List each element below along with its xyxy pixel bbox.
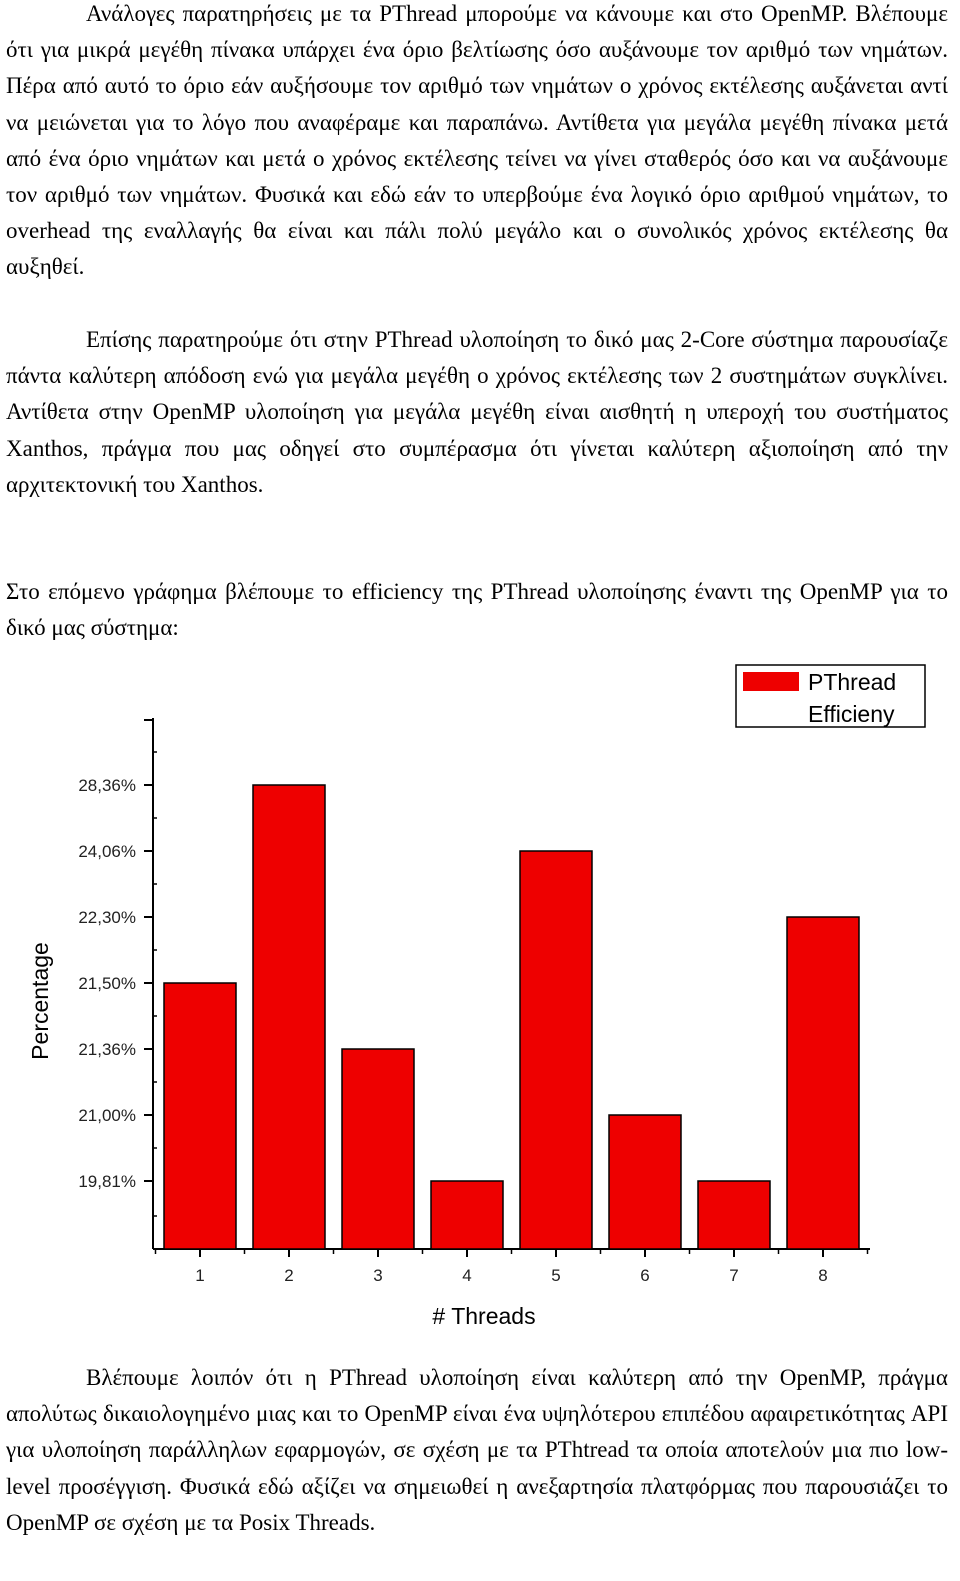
- y-tick-label: 28,36%: [78, 776, 136, 795]
- y-tick-label: 21,36%: [78, 1040, 136, 1059]
- bar-thread-8: [787, 917, 859, 1249]
- chart-legend: [736, 665, 925, 727]
- x-axis-title: # Threads: [432, 1303, 536, 1329]
- bar-thread-7: [698, 1181, 770, 1249]
- efficiency-bar-chart: [0, 655, 960, 1345]
- chart-bars: [164, 785, 859, 1249]
- y-axis-ticks: [78, 752, 157, 1216]
- y-tick-label: 21,50%: [78, 974, 136, 993]
- bar-thread-3: [342, 1049, 414, 1249]
- y-tick-label: 21,00%: [78, 1106, 136, 1125]
- bar-thread-4: [431, 1181, 503, 1249]
- y-axis-title: Percentage: [27, 942, 53, 1060]
- paragraph-chart-intro: Στο επόμενο γράφημα βλέπουμε το efficiency της PThread υλοποίησης έναντι της OpenMP για το δικό μας σύστημα:: [6, 579, 948, 641]
- x-tick-label: 3: [373, 1266, 383, 1285]
- y-tick-label: 19,81%: [78, 1172, 136, 1191]
- bar-thread-6: [609, 1115, 681, 1249]
- x-tick-label: 2: [284, 1266, 294, 1285]
- y-tick-label: 24,06%: [78, 842, 136, 861]
- legend-label-line2: Efficieny: [808, 701, 895, 727]
- x-tick-label: 1: [195, 1266, 205, 1285]
- x-tick-label: 5: [551, 1266, 561, 1285]
- bar-thread-2: [253, 785, 325, 1249]
- bar-thread-5: [520, 851, 592, 1249]
- x-tick-label: 6: [640, 1266, 650, 1285]
- legend-swatch: [743, 672, 799, 691]
- paragraph-system-comparison: Επίσης παρατηρούμε ότι στην PThread υλοποίηση το δικό μας 2-Core σύστημα παρουσίαζε πάντα καλύτερη απόδοση ενώ για μεγάλα μεγέθη ο χρόνος εκτέλεσης των 2 συστημάτων συγκλίνει. Αντίθετα στην OpenMP υλοποίηση για μεγάλα μεγέθη είναι αισθητή η υπεροχή του συστήματος Xanthos, πράγμα που μας οδηγεί στο συμπέρασμα ότι γίνεται καλύτερη αξιοποίηση από την αρχιτεκτονική του Xanthos.: [6, 327, 948, 497]
- paragraph-openmp-observations: Ανάλογες παρατηρήσεις με τα PThread μπορούμε να κάνουμε και στο OpenMP. Βλέπουμε ότι για μικρά μεγέθη πίνακα υπάρχει ένα όριο βελτίωσης όσο αυξάνουμε τον αριθμό των νημάτων. Πέρα από αυτό το όριο εάν αυξήσουμε τον αριθμό των νημάτων ο χρόνος εκτέλεσης αυξάνεται αντί να μειώνεται για το λόγο που αναφέραμε και παραπάνω. Αντίθετα για μεγάλα μεγέθη πίνακα μετά από ένα όριο νημάτων και μετά ο χρόνος εκτέλεσης τείνει να γίνει σταθερός όσο και να αυξάνουμε τον αριθμό των νημάτων. Φυσικά και εδώ εάν το υπερβούμε ένα λογικό όριο αριθμού νημάτων, το overhead της εναλλαγής θα είναι και πάλι πολύ μεγάλο και ο συνολικός χρόνος εκτέλεσης θα αυξηθεί.: [6, 1, 948, 280]
- x-tick-label: 4: [462, 1266, 472, 1285]
- paragraph-conclusion: Βλέπουμε λοιπόν ότι η PThread υλοποίηση είναι καλύτερη από την OpenMP, πράγμα απολύτως δικαιολογημένο μιας και το OpenMP είναι ένα υψηλότερου επιπέδου αφαιρετικότητας API για υλοποίηση παράλληλων εφαρμογών, σε σχέση με τα PThtread τα οποία αποτελούν μια πιο low-level προσέγγιση. Φυσικά εδώ αξίζει να σημειωθεί η ανεξαρτησία πλατφόρμας που παρουσιάζει το OpenMP σε σχέση με τα Posix Threads.: [6, 1365, 948, 1535]
- legend-label-line1: PThread: [808, 669, 897, 695]
- x-axis-ticks: [156, 1249, 868, 1285]
- bar-thread-1: [164, 983, 236, 1249]
- x-tick-label: 8: [818, 1266, 828, 1285]
- y-tick-label: 22,30%: [78, 908, 136, 927]
- x-tick-label: 7: [729, 1266, 739, 1285]
